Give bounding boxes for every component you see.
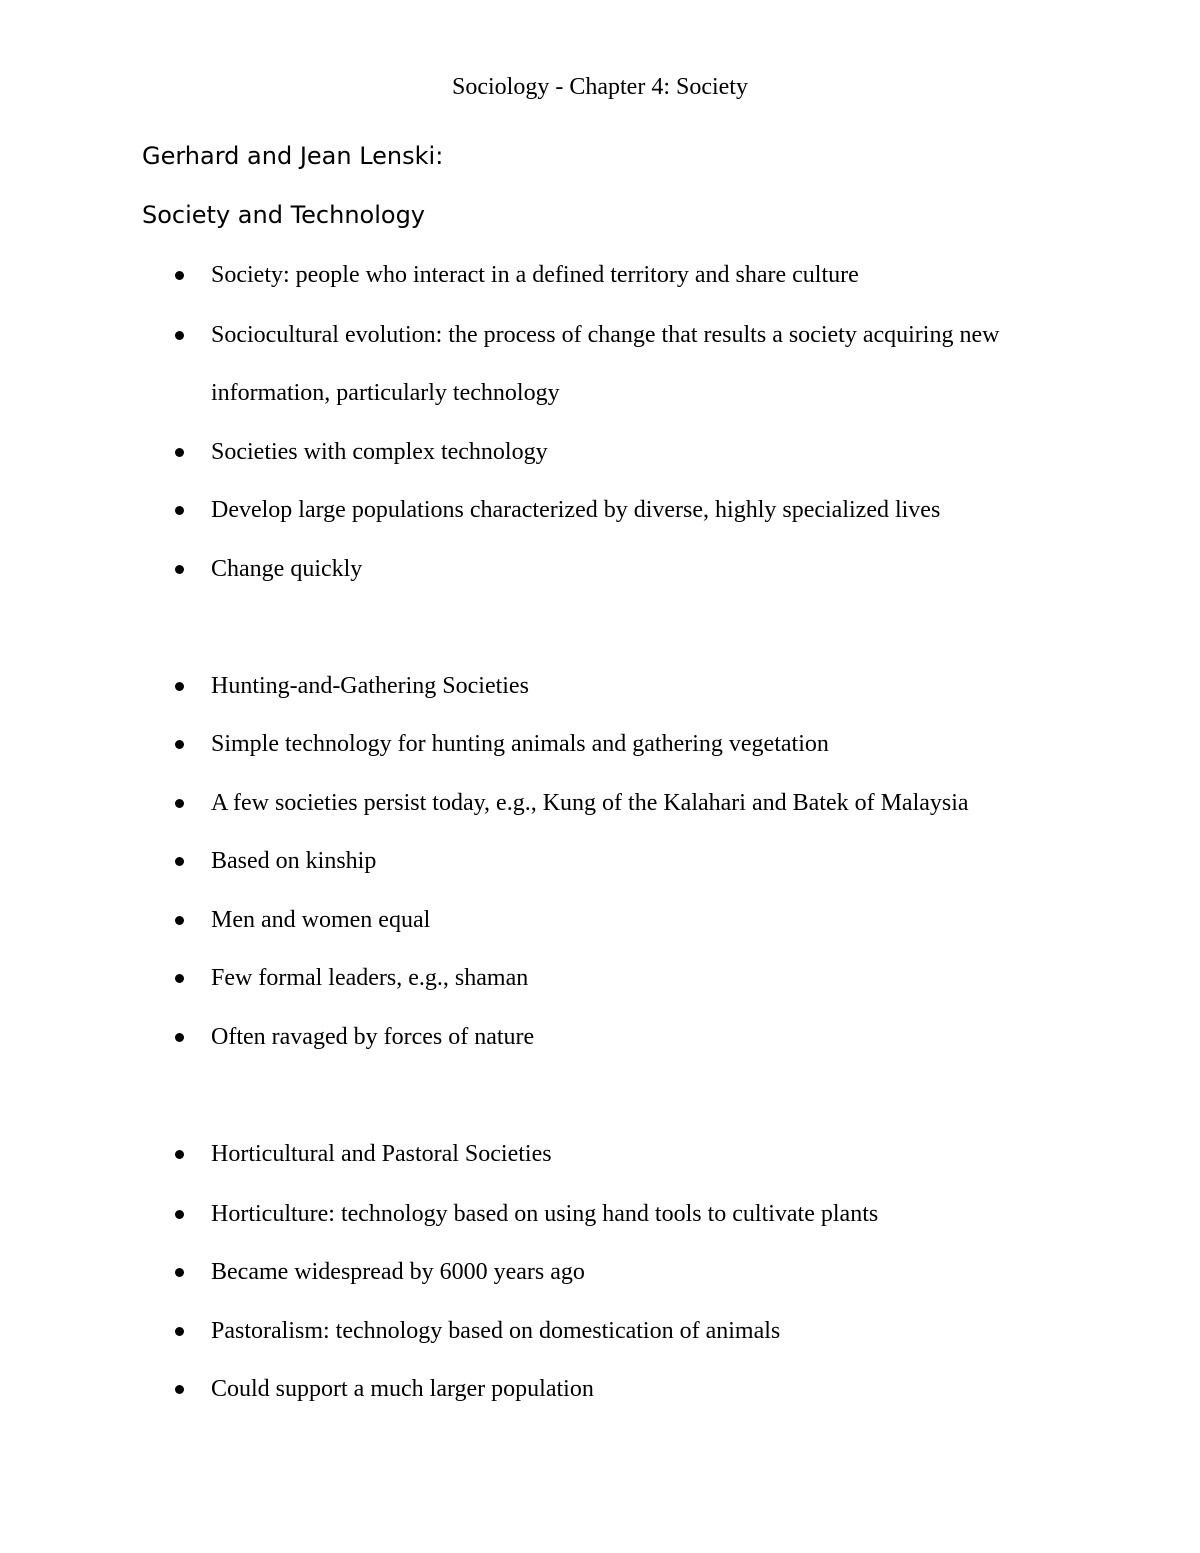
bullet-icon bbox=[175, 1033, 184, 1042]
bullet-icon bbox=[175, 916, 184, 925]
bullet-icon bbox=[175, 1385, 184, 1394]
bullet-icon bbox=[175, 1268, 184, 1277]
bullet-icon bbox=[175, 1150, 184, 1159]
bullet-icon bbox=[175, 448, 184, 457]
bullet-icon bbox=[175, 506, 184, 515]
list-item-text: Societies with complex technology bbox=[211, 439, 548, 465]
bullet-icon bbox=[175, 682, 184, 691]
bullet-icon bbox=[175, 1210, 184, 1219]
list-item-text: information, particularly technology bbox=[211, 380, 560, 406]
bullet-icon bbox=[175, 1327, 184, 1336]
list-item-text: Could support a much larger population bbox=[211, 1376, 594, 1402]
list-item-text: Became widespread by 6000 years ago bbox=[211, 1259, 585, 1285]
document-title: Sociology - Chapter 4: Society bbox=[452, 74, 748, 100]
bullet-icon bbox=[175, 857, 184, 866]
list-item-text: Society: people who interact in a defined territory and share culture bbox=[211, 262, 859, 288]
bullet-icon bbox=[175, 740, 184, 749]
list-item-text: Men and women equal bbox=[211, 907, 431, 933]
heading-authors: Gerhard and Jean Lenski: bbox=[142, 142, 444, 170]
list-item-text: Based on kinship bbox=[211, 848, 377, 874]
list-item-text: Pastoralism: technology based on domestication of animals bbox=[211, 1318, 781, 1344]
list-item-text: Few formal leaders, e.g., shaman bbox=[211, 965, 529, 991]
bullet-icon bbox=[175, 565, 184, 574]
bullet-icon bbox=[175, 331, 184, 340]
list-item-text: Often ravaged by forces of nature bbox=[211, 1024, 535, 1050]
bullet-icon bbox=[175, 271, 184, 280]
list-item-text: Horticulture: technology based on using hand tools to cultivate plants bbox=[211, 1201, 879, 1227]
list-item-text: Change quickly bbox=[211, 556, 363, 582]
heading-topic: Society and Technology bbox=[142, 201, 426, 229]
list-item-text: Hunting-and-Gathering Societies bbox=[211, 673, 529, 699]
bullet-icon bbox=[175, 799, 184, 808]
list-item-text: A few societies persist today, e.g., Kung of the Kalahari and Batek of Malaysia bbox=[211, 790, 969, 816]
bullet-icon bbox=[175, 974, 184, 983]
list-item-text: Simple technology for hunting animals and gathering vegetation bbox=[211, 731, 829, 757]
list-item-text: Sociocultural evolution: the process of change that results a society acquiring new bbox=[211, 322, 1000, 348]
list-item-text: Horticultural and Pastoral Societies bbox=[211, 1141, 552, 1167]
list-item-text: Develop large populations characterized by diverse, highly specialized lives bbox=[211, 497, 941, 523]
